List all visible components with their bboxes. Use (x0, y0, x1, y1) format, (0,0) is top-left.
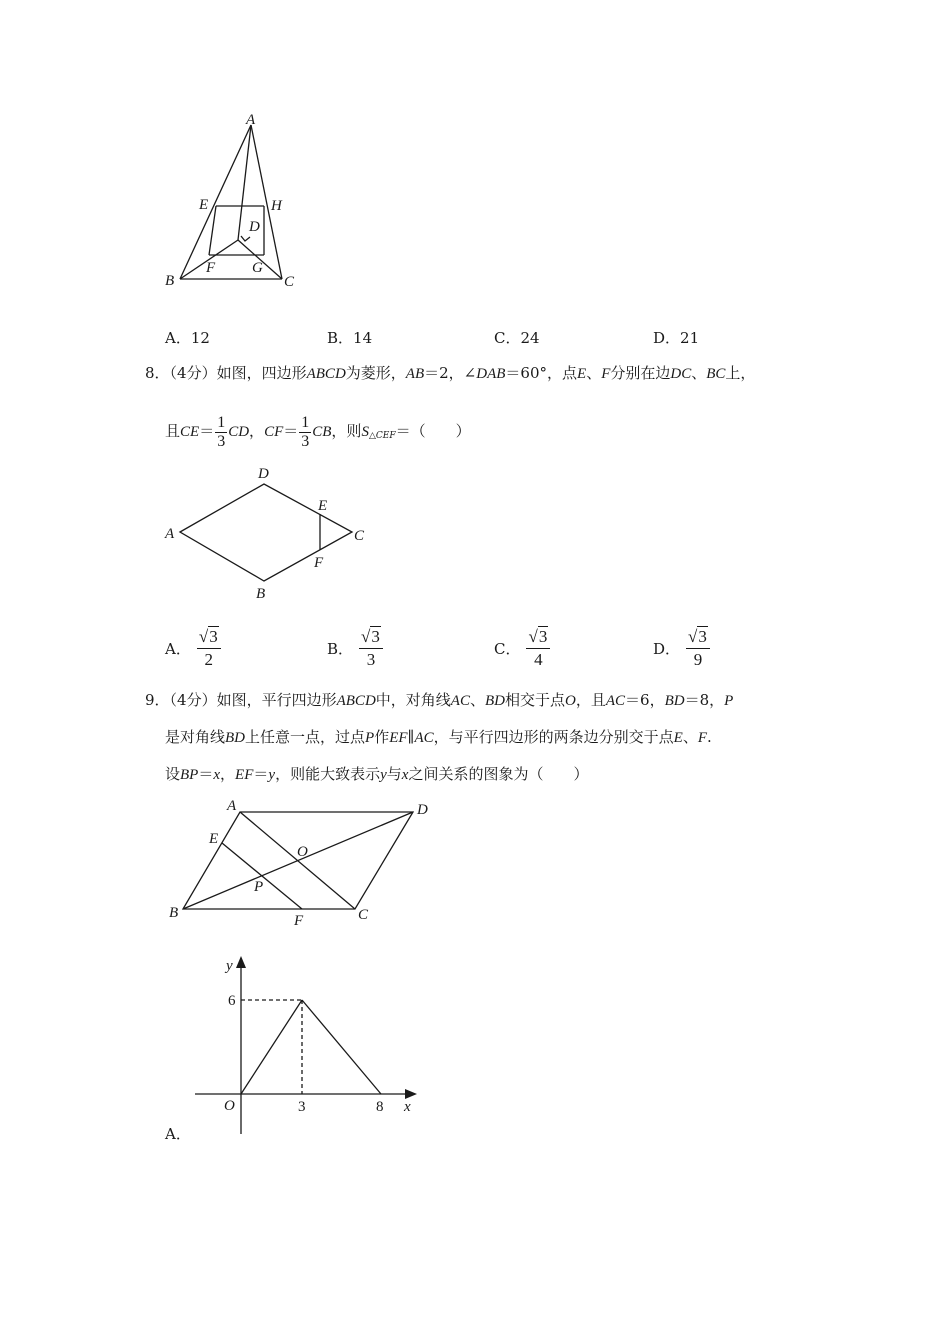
q8-option-c[interactable] (494, 626, 550, 671)
fig7-label-d: D (249, 219, 260, 235)
text: 分别在边 (610, 364, 671, 382)
text: CF (264, 424, 284, 440)
graph-y-axis-label: y (226, 958, 233, 974)
sqrt-fraction: $\frac{√3}{4}$ (526, 626, 550, 671)
fig8-label-a: A (165, 526, 175, 542)
q9-number: 9． (145, 691, 170, 709)
fig9-label-b: B (169, 905, 179, 921)
text: BD (484, 693, 505, 709)
text: ＝ (283, 422, 299, 440)
fraction-one-third (215, 414, 227, 451)
text: EF (235, 767, 254, 783)
q8-score: （4分） (169, 364, 217, 382)
text: △CEF (368, 431, 396, 441)
text: ∥ (407, 728, 415, 746)
text: 3 (301, 432, 310, 450)
text: EF (389, 730, 408, 746)
fig7-label-c: C (284, 274, 295, 290)
sqrt-fraction: $\frac{√3}{9}$ (686, 626, 710, 671)
text: y (268, 767, 276, 783)
text: F (601, 366, 611, 382)
fig7-label-g: G (252, 260, 263, 276)
q8-option-a[interactable] (165, 626, 221, 671)
text: ＝60°，点 (505, 364, 578, 382)
q7-option-b[interactable]: B．14 (327, 329, 373, 347)
graph-y-tick-6: 6 (228, 993, 236, 1009)
fig7-label-f: F (206, 260, 216, 276)
option-letter: B． (327, 640, 354, 658)
text: ，则 (331, 422, 362, 440)
radicand: 3 (371, 627, 380, 646)
q8-option-b[interactable] (327, 626, 383, 671)
text: ＝（ ） (395, 422, 471, 440)
q9-option-a-label[interactable]: A． (165, 1125, 191, 1143)
q7-option-d[interactable]: D．21 (653, 329, 700, 347)
fig8-label-e: E (318, 498, 328, 514)
text: CD (228, 424, 250, 440)
radicand: 3 (698, 627, 707, 646)
fig9-label-p: P (254, 879, 264, 895)
text: BD (225, 730, 246, 746)
text: 是对角线 (165, 728, 226, 746)
sqrt-fraction: $\frac{√3}{3}$ (359, 626, 383, 671)
fig8-label-b: B (256, 586, 266, 602)
text: ABCD (306, 366, 346, 382)
text: ＝8， (684, 691, 725, 709)
radicand: 3 (209, 627, 218, 646)
q8-stem-line2 (165, 412, 471, 455)
text: ，与平行四边形的两条边分别交于点 (433, 728, 674, 746)
q7-option-c[interactable]: C．24 (494, 329, 540, 347)
fig7-label-h: H (271, 198, 282, 214)
text: ， (220, 765, 236, 783)
fig9-label-o: O (297, 844, 308, 860)
text: 1 (217, 413, 226, 431)
text: AB (405, 366, 425, 382)
option-letter: C． (494, 640, 521, 658)
q9-stem-line2 (165, 726, 712, 749)
text: . (707, 728, 712, 746)
text: 如图，平行四边形 (216, 691, 337, 709)
text: 1 (301, 413, 310, 431)
fig9-label-f: F (294, 913, 304, 929)
text: ，则能大致表示 (275, 765, 381, 783)
text: 相交于点 (504, 691, 565, 709)
denominator: 2 (204, 650, 214, 669)
fig8-label-c: C (354, 528, 365, 544)
text: ＝6， (625, 691, 665, 709)
fig9-label-e: E (209, 831, 219, 847)
text: x (213, 767, 221, 783)
fig7-label-a: A (246, 112, 256, 128)
q9-stem-line3 (165, 763, 588, 786)
text: E (673, 730, 683, 746)
q9-parallelogram-figure (160, 795, 440, 930)
text: 上， (725, 364, 756, 382)
q9-stem-line1 (145, 689, 733, 712)
text: 、 (691, 364, 707, 382)
denominator: 4 (534, 650, 543, 669)
q8-option-d[interactable] (653, 626, 710, 671)
text: 且 (165, 422, 181, 440)
text: ＝2，∠ (424, 364, 477, 382)
denominator: 3 (366, 650, 376, 669)
text: 为菱形， (345, 364, 406, 382)
text: AC (605, 693, 626, 709)
text: ＝ (198, 765, 214, 783)
text: CB (312, 424, 332, 440)
text: AC (414, 730, 434, 746)
fraction-one-third (299, 414, 311, 451)
q9-option-a-graph[interactable] (190, 950, 420, 1140)
option-letter: A． (165, 640, 191, 658)
fig8-label-f: F (314, 555, 324, 571)
text: ，且 (575, 691, 606, 709)
text: P (365, 730, 375, 746)
text: DC (670, 366, 692, 382)
text: ＝ (253, 765, 269, 783)
graph-x-axis-label: x (404, 1099, 411, 1115)
text: E (577, 366, 587, 382)
text: BD (664, 693, 685, 709)
fig7-label-e: E (199, 197, 209, 213)
graph-x-tick-8: 8 (376, 1099, 384, 1115)
q9-score: （4分） (169, 691, 217, 709)
option-letter: D． (653, 640, 681, 658)
fig7-label-b: B (165, 273, 175, 289)
text: 之间关系的图象为（ ） (408, 765, 589, 783)
text: 3 (217, 432, 226, 450)
q7-option-a[interactable]: A．12 (165, 329, 210, 347)
text: 、 (586, 364, 602, 382)
graph-origin-label: O (224, 1098, 235, 1114)
fig9-label-d: D (417, 802, 428, 818)
text: CE (180, 424, 200, 440)
text: 作 (374, 728, 390, 746)
q8-number: 8． (145, 364, 170, 382)
fig9-label-c: C (358, 907, 369, 923)
radicand: 3 (538, 627, 548, 646)
text: DAB (476, 366, 506, 382)
text: 与 (386, 765, 402, 783)
fig8-label-d: D (258, 466, 269, 482)
text: y (380, 767, 387, 783)
text: ， (249, 422, 265, 440)
q7-figure (160, 110, 310, 295)
fig9-label-a: A (227, 798, 237, 814)
text: O (565, 693, 576, 709)
text: P (724, 693, 734, 709)
text: ＝ (199, 422, 215, 440)
graph-x-tick-3: 3 (298, 1099, 306, 1115)
text: 中，对角线 (375, 691, 451, 709)
text: 如图，四边形 (216, 364, 307, 382)
text: BC (706, 366, 726, 382)
text: 、 (682, 728, 698, 746)
text: x (401, 767, 409, 783)
text: AC (450, 693, 470, 709)
text: F (697, 730, 708, 746)
text: BP (180, 767, 199, 783)
sqrt-fraction: $\frac{√3}{2}$ (197, 626, 221, 671)
text: ABCD (336, 693, 376, 709)
text: 、 (469, 691, 485, 709)
text: 设 (165, 765, 181, 783)
q8-stem-line1 (145, 362, 755, 385)
q8-rhombus-figure (160, 460, 375, 605)
denominator: 9 (693, 650, 703, 669)
text: S (361, 424, 369, 440)
text: 上任意一点，过点 (245, 728, 366, 746)
